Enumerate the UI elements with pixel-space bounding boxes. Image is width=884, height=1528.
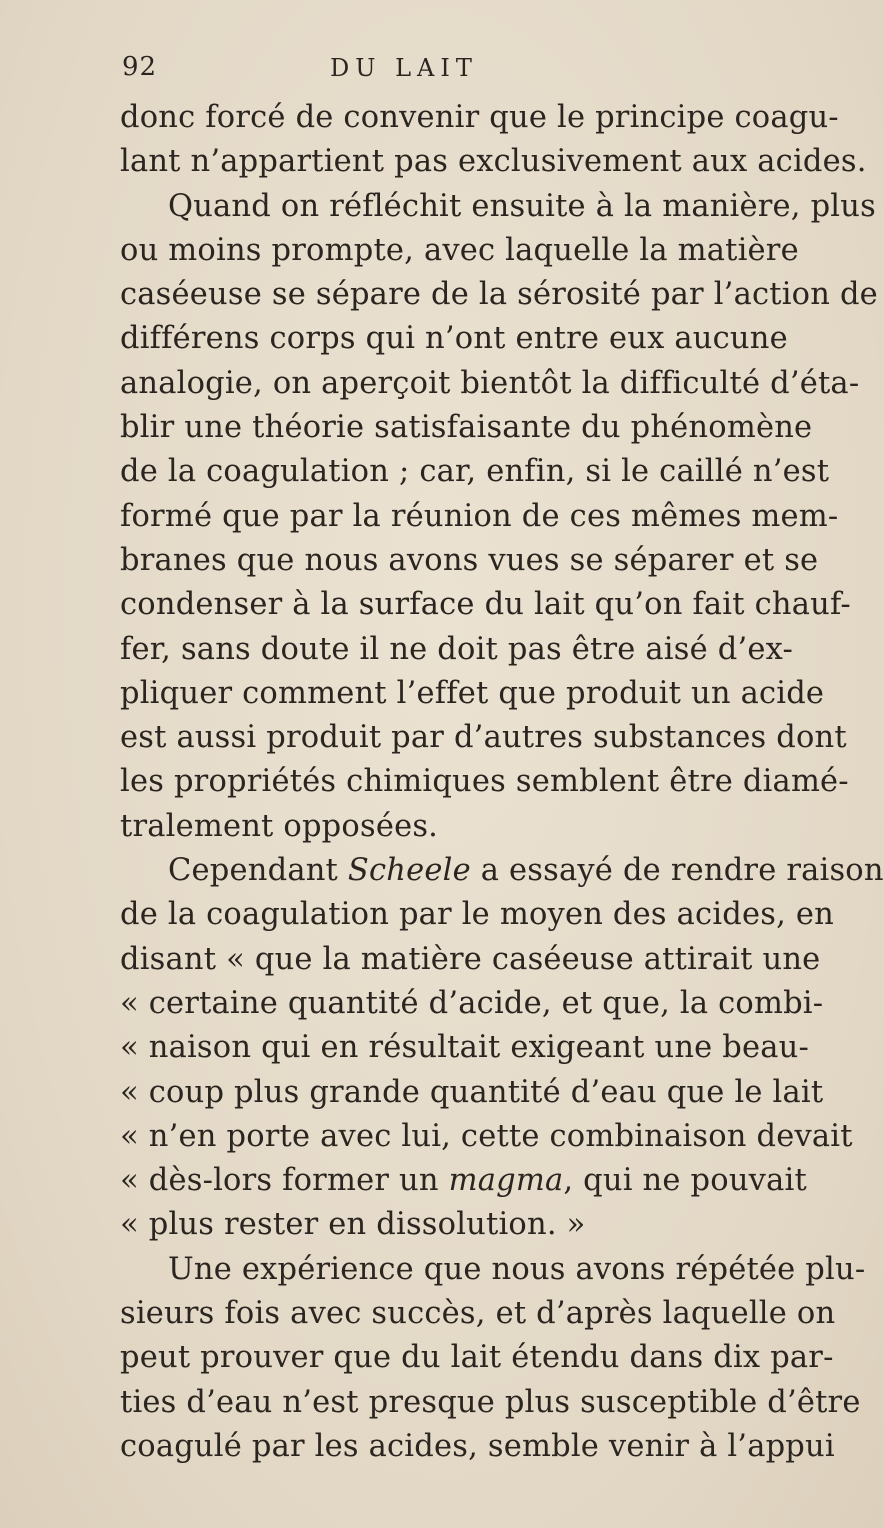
text-line: coagulé par les acides, semble venir à l’appui bbox=[120, 1428, 835, 1464]
text-line: « dès-lors former un magma, qui ne pouvait bbox=[120, 1163, 807, 1199]
text-line: caséeuse se sépare de la sérosité par l’action de bbox=[120, 277, 878, 313]
text-line: Une expérience que nous avons répétée plu- bbox=[168, 1251, 866, 1287]
text-line: blir une théorie satisfaisante du phénomène bbox=[120, 410, 813, 446]
text-line: disant « que la matière caséeuse attirait une bbox=[120, 941, 821, 977]
text-line: peut prouver que du lait étendu dans dix par- bbox=[120, 1340, 834, 1376]
text-line: « coup plus grande quantité d’eau que le lait bbox=[120, 1074, 824, 1110]
text-line: fer, sans doute il ne doit pas être aisé d’ex- bbox=[120, 631, 793, 667]
italic-word: Scheele bbox=[347, 853, 471, 889]
body-text bbox=[120, 96, 884, 1469]
text-line: analogie, on aperçoit bientôt la difficulté d’éta- bbox=[120, 365, 860, 401]
text-line: ou moins prompte, avec laquelle la matière bbox=[120, 232, 799, 268]
text-line: « n’en porte avec lui, cette combinaison devait bbox=[120, 1118, 853, 1154]
text-line: pliquer comment l’effet que produit un acide bbox=[120, 675, 825, 711]
text-line: donc forcé de convenir que le principe coagu- bbox=[120, 100, 839, 135]
page-number: 92 bbox=[122, 52, 158, 82]
text-line: « certaine quantité d’acide, et que, la combi- bbox=[120, 985, 824, 1021]
text-line: Cependant Scheele a essayé de rendre raison bbox=[168, 853, 884, 889]
text-line: formé que par la réunion de ces mêmes mem- bbox=[120, 498, 839, 534]
text-line: branes que nous avons vues se séparer et se bbox=[120, 542, 819, 578]
text-line: sieurs fois avec succès, et d’après laquelle on bbox=[120, 1296, 836, 1332]
text-line: lant n’appartient pas exclusivement aux acides. bbox=[120, 144, 867, 180]
text-line: de la coagulation par le moyen des acides, en bbox=[120, 897, 834, 933]
text-line: est aussi produit par d’autres substances dont bbox=[120, 720, 847, 756]
text-line: les propriétés chimiques semblent être diamé- bbox=[120, 764, 849, 800]
text-line: condenser à la surface du lait qu’on fait chauf- bbox=[120, 587, 851, 623]
text-line: « naison qui en résultait exigeant une beau- bbox=[120, 1030, 810, 1066]
text-line: Quand on réfléchit ensuite à la manière, plus bbox=[168, 188, 876, 224]
text-line: tralement opposées. bbox=[120, 808, 439, 844]
text-line: de la coagulation ; car, enfin, si le caillé n’est bbox=[120, 454, 830, 490]
running-title: DU LAIT bbox=[330, 54, 478, 82]
text-line: ties d’eau n’est presque plus susceptible d’être bbox=[120, 1384, 861, 1420]
italic-word: magma bbox=[448, 1163, 564, 1199]
running-head bbox=[122, 52, 782, 88]
text-line: différens corps qui n’ont entre eux aucune bbox=[120, 321, 788, 357]
text-line: « plus rester en dissolution. » bbox=[120, 1207, 586, 1243]
